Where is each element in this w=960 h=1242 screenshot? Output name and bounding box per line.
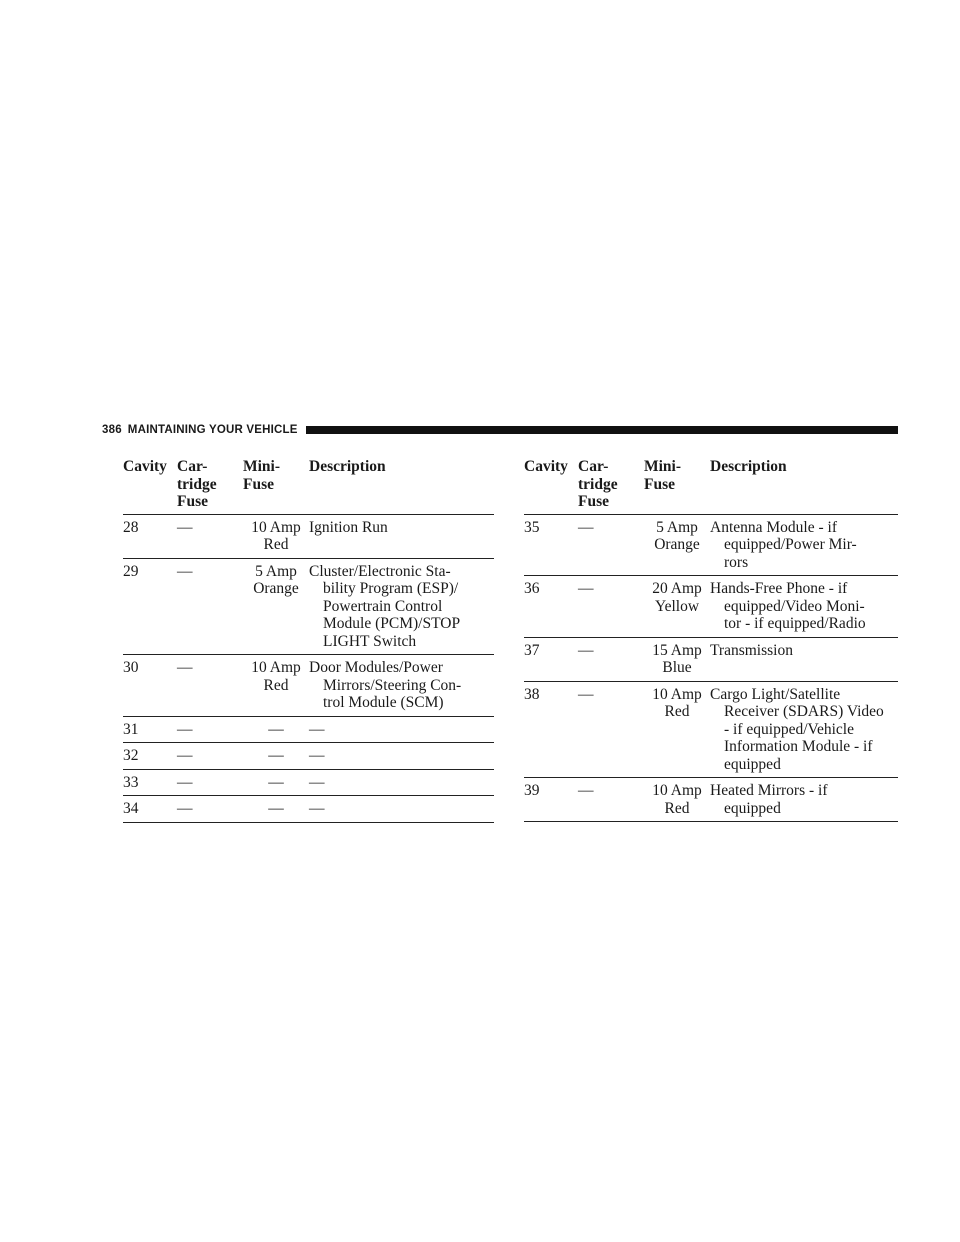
description-cell: [710, 514, 898, 576]
table-row: [123, 514, 494, 558]
cavity-cell-text: 32: [123, 747, 139, 764]
description-cell-text: Cluster/Electronic Sta- bility Program (ESP)/ Powertrain Control Module (PCM)/STOP LIGHT Switch: [309, 562, 461, 650]
description-cell-text: Antenna Module - if equipped/Power Mir- rors: [710, 518, 857, 571]
cartridge-fuse-cell-text: —: [177, 773, 193, 791]
mini-fuse-cell-text: 20 Amp Yellow: [652, 580, 702, 615]
fuse-table-left: [123, 456, 494, 823]
column-header-cartridge-fuse: Car- tridge Fuse: [578, 458, 618, 510]
cavity-cell-text: 33: [123, 773, 139, 791]
cavity-cell: [123, 769, 177, 796]
cavity-cell-text: 38: [524, 685, 540, 703]
mini-fuse-cell-text: 10 Amp Red: [652, 782, 702, 817]
cavity-cell: [123, 743, 177, 770]
description-cell-text: Cargo Light/Satellite Receiver (SDARS) Video - if equipped/Vehicle Information Module - if equipped: [710, 685, 884, 773]
description-cell-text: Transmission: [710, 641, 793, 659]
description-cell: [309, 514, 494, 558]
cartridge-fuse-cell-text: —: [177, 562, 193, 580]
cavity-cell: [524, 514, 578, 576]
cartridge-fuse-cell: [177, 716, 243, 743]
description-cell: [309, 558, 494, 655]
cavity-cell-text: 29: [123, 562, 139, 580]
table-header-row: [524, 456, 898, 514]
cartridge-fuse-cell-text: —: [177, 659, 193, 676]
mini-fuse-cell: [644, 514, 710, 576]
table-row: [123, 743, 494, 770]
description-cell: [309, 743, 494, 770]
mini-fuse-cell: [644, 576, 710, 638]
cavity-cell-text: 36: [524, 580, 540, 597]
table-row: [524, 778, 898, 822]
mini-fuse-cell-text: 15 Amp Blue: [652, 641, 702, 676]
mini-fuse-cell-text: 5 Amp Orange: [253, 562, 299, 597]
cartridge-fuse-cell-text: —: [177, 720, 193, 738]
cartridge-fuse-cell: [177, 743, 243, 770]
mini-fuse-cell: [243, 796, 309, 823]
cavity-cell: [524, 681, 578, 778]
cavity-cell-text: 37: [524, 641, 540, 659]
mini-fuse-cell: [243, 655, 309, 717]
table-row: [524, 576, 898, 638]
cavity-cell: [524, 778, 578, 822]
description-cell-text: Heated Mirrors - if equipped: [710, 782, 828, 817]
mini-fuse-cell-text: —: [268, 773, 284, 791]
column-header-description: Description: [309, 458, 386, 475]
mini-fuse-cell: [243, 514, 309, 558]
description-cell: [309, 769, 494, 796]
description-cell-text: —: [309, 773, 325, 791]
cavity-cell: [524, 637, 578, 681]
cartridge-fuse-cell: [177, 796, 243, 823]
cartridge-fuse-cell-text: —: [177, 518, 193, 536]
cavity-cell: [123, 558, 177, 655]
mini-fuse-cell-text: 10 Amp Red: [251, 518, 301, 553]
description-cell: [309, 796, 494, 823]
cavity-cell-text: 30: [123, 659, 139, 676]
cartridge-fuse-cell-text: —: [578, 580, 594, 597]
description-cell: [710, 681, 898, 778]
mini-fuse-cell: [644, 681, 710, 778]
mini-fuse-cell: [644, 778, 710, 822]
cavity-cell: [123, 514, 177, 558]
cartridge-fuse-cell: [578, 778, 644, 822]
description-cell: [710, 637, 898, 681]
description-cell-text: —: [309, 747, 325, 764]
description-cell: [309, 655, 494, 717]
description-cell: [710, 778, 898, 822]
cavity-cell-text: 34: [123, 800, 139, 817]
table-row: [123, 769, 494, 796]
column-header-description: Description: [710, 458, 787, 475]
table-row: [123, 655, 494, 717]
cavity-cell: [123, 796, 177, 823]
table-row: [524, 637, 898, 681]
mini-fuse-cell: [243, 743, 309, 770]
column-header-cartridge-fuse: Car- tridge Fuse: [177, 458, 217, 510]
description-cell-text: —: [309, 720, 325, 738]
cartridge-fuse-cell-text: —: [578, 641, 594, 659]
column-header-cavity: Cavity: [524, 458, 568, 475]
cavity-cell-text: 28: [123, 518, 139, 536]
column-header-mini-fuse: Mini- Fuse: [644, 458, 682, 493]
page-header: [102, 422, 898, 438]
cartridge-fuse-cell: [177, 655, 243, 717]
table-row: [524, 681, 898, 778]
cartridge-fuse-cell-text: —: [578, 518, 594, 536]
mini-fuse-cell-text: 5 Amp Orange: [654, 518, 700, 553]
cavity-cell-text: 31: [123, 720, 139, 738]
cartridge-fuse-cell-text: —: [578, 782, 594, 799]
header-rule: [306, 426, 898, 434]
column-header-mini-fuse: Mini- Fuse: [243, 458, 281, 493]
cartridge-fuse-cell: [177, 514, 243, 558]
cartridge-fuse-cell-text: —: [177, 800, 193, 817]
cavity-cell-text: 39: [524, 782, 540, 799]
mini-fuse-cell: [243, 558, 309, 655]
mini-fuse-cell: [644, 637, 710, 681]
description-cell: [710, 576, 898, 638]
cartridge-fuse-cell: [177, 558, 243, 655]
description-cell-text: Ignition Run: [309, 518, 388, 536]
description-cell-text: Hands-Free Phone - if equipped/Video Moni- tor - if equipped/Radio: [710, 580, 866, 632]
description-cell-text: Door Modules/Power Mirrors/Steering Con- trol Module (SCM): [309, 659, 462, 711]
cartridge-fuse-cell: [177, 769, 243, 796]
mini-fuse-cell-text: 10 Amp Red: [652, 685, 702, 720]
table-row: [123, 716, 494, 743]
cartridge-fuse-cell: [578, 514, 644, 576]
cartridge-fuse-cell-text: —: [177, 747, 193, 764]
cartridge-fuse-cell: [578, 681, 644, 778]
description-cell-text: —: [309, 800, 325, 817]
table-header-row: [123, 456, 494, 514]
cartridge-fuse-cell: [578, 576, 644, 638]
column-header-cavity: Cavity: [123, 458, 167, 475]
mini-fuse-cell-text: —: [268, 800, 284, 817]
mini-fuse-cell: [243, 769, 309, 796]
mini-fuse-cell-text: 10 Amp Red: [251, 659, 301, 694]
mini-fuse-cell: [243, 716, 309, 743]
cavity-cell: [123, 655, 177, 717]
page-number: 386: [102, 424, 122, 436]
mini-fuse-cell-text: —: [268, 747, 284, 764]
fuse-table-right: [524, 456, 898, 822]
table-row: [123, 796, 494, 823]
section-title: MAINTAINING YOUR VEHICLE: [127, 424, 298, 436]
table-row: [524, 514, 898, 576]
cartridge-fuse-cell-text: —: [578, 685, 594, 703]
table-row: [123, 558, 494, 655]
description-cell: [309, 716, 494, 743]
mini-fuse-cell-text: —: [268, 720, 284, 738]
cavity-cell: [123, 716, 177, 743]
cavity-cell: [524, 576, 578, 638]
cartridge-fuse-cell: [578, 637, 644, 681]
cavity-cell-text: 35: [524, 518, 540, 536]
